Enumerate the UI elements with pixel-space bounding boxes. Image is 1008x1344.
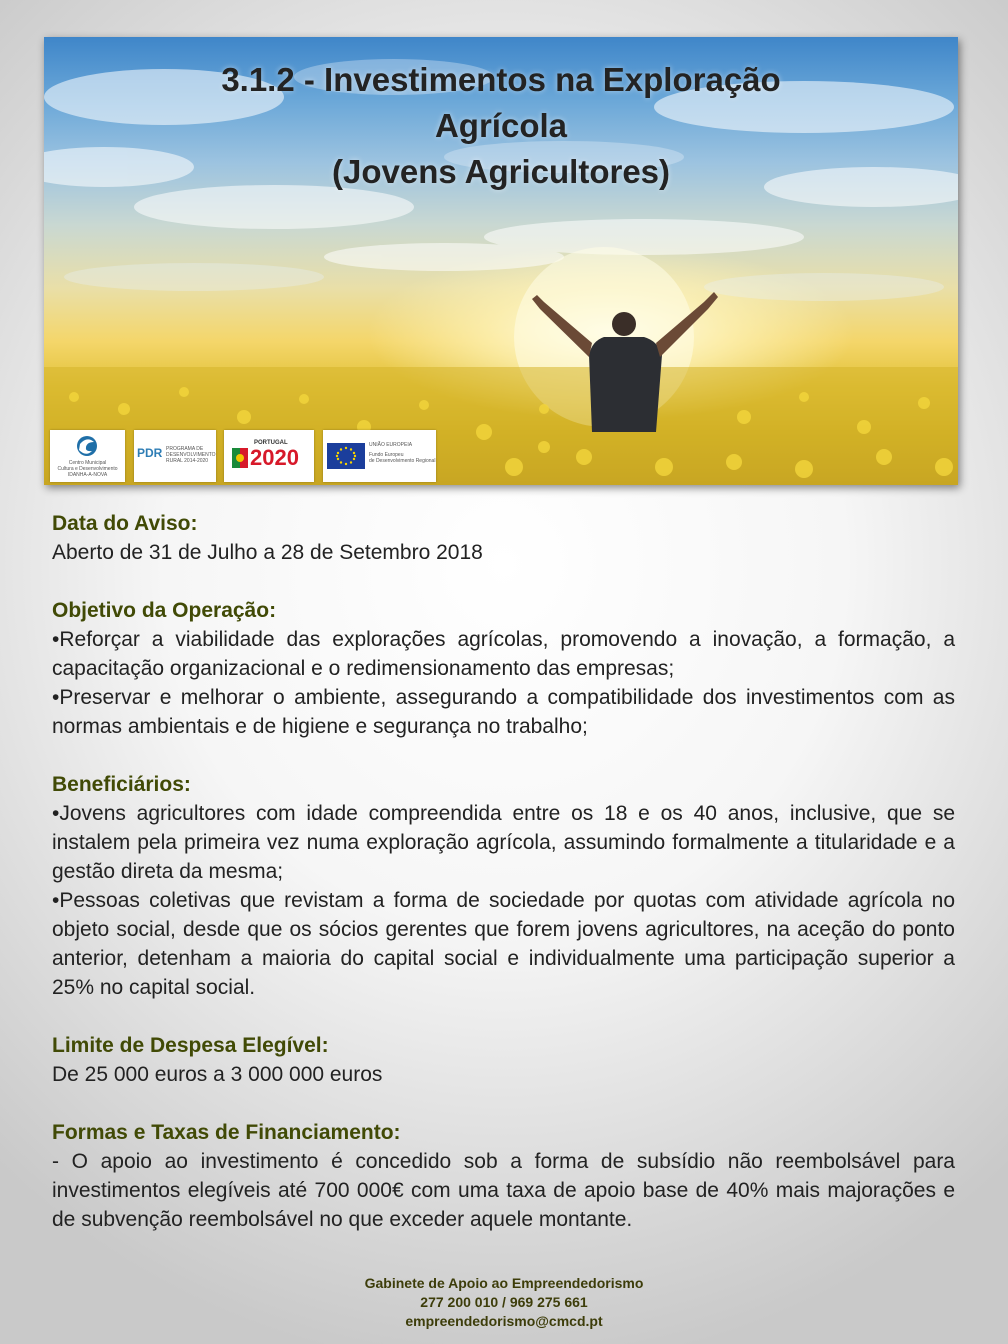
pdr-line3: RURAL 2014-2020 bbox=[166, 458, 209, 464]
page-title bbox=[44, 57, 958, 195]
section-text: - O apoio ao investimento é concedido sob a forma de subsídio não reembolsável para investimentos elegíveis até 700 000€ com uma taxa de apoio base de 40% mais majorações e de subvenção reembolsável no que exceder aquele montante. bbox=[52, 1150, 955, 1231]
list-item: •Jovens agricultores com idade compreendida entre os 18 e os 40 anos, inclusive, que se instalem pela primeira vez numa exploração agrícola, assumindo formalmente a titularidade e a gestão direta da mesma; bbox=[52, 802, 955, 883]
section-objetivo bbox=[52, 596, 955, 741]
list-item: •Reforçar a viabilidade das explorações agrícolas, promovendo a inovação, a formação, a capacitação organizacional e o redimensionamento das empresas; bbox=[52, 628, 955, 680]
portugal-small: PORTUGAL bbox=[254, 440, 288, 446]
cmcd-line3: IDANHA-A-NOVA bbox=[67, 472, 108, 478]
section-text: Aberto de 31 de Julho a 28 de Setembro 2018 bbox=[52, 541, 483, 564]
list-item: •Pessoas coletivas que revistam a forma de sociedade por quotas com atividade agrícola no objeto social, desde que os sócios gerentes que forem jovens agricultores, na aceção do ponto anterior, detenham a maioria do capital social e individualmente uma participação superior a 25% no capital social. bbox=[52, 889, 955, 999]
pdr-line1: PROGRAMA DE bbox=[166, 446, 204, 452]
eu-line2: Fundo Europeu bbox=[369, 452, 404, 458]
hero-banner bbox=[44, 37, 958, 485]
section-formas bbox=[52, 1118, 955, 1234]
portugal2020-logo bbox=[224, 430, 314, 482]
section-limite bbox=[52, 1031, 955, 1089]
list-item: •Preservar e melhorar o ambiente, assegurando a compatibilidade dos investimentos com as normas ambientais e de higiene e segurança no trabalho; bbox=[52, 686, 955, 738]
pdr-line2: DESENVOLVIMENTO bbox=[166, 452, 216, 458]
cmcd-line2: Cultura e Desenvolvimento bbox=[57, 466, 118, 472]
footer-email: empreendedorismo@cmcd.pt bbox=[405, 1313, 603, 1329]
portugal-flag-icon bbox=[230, 446, 250, 470]
section-text: De 25 000 euros a 3 000 000 euros bbox=[52, 1063, 383, 1086]
eu-line3: de Desenvolvimento Regional bbox=[369, 458, 436, 464]
section-beneficiarios bbox=[52, 770, 955, 1002]
title-line: 3.1.2 - Investimentos na Exploração bbox=[221, 61, 781, 98]
section-heading: Formas e Taxas de Financiamento: bbox=[52, 1121, 401, 1144]
section-heading: Objetivo da Operação: bbox=[52, 599, 277, 622]
pdr-logo bbox=[134, 430, 216, 482]
eu-logo bbox=[323, 430, 436, 482]
portugal-big: 2020 bbox=[250, 445, 299, 470]
cmcd-logo bbox=[50, 430, 125, 482]
section-aviso bbox=[52, 509, 955, 567]
section-heading: Beneficiários: bbox=[52, 773, 191, 796]
eu-line1: UNIÃO EUROPEIA bbox=[369, 442, 413, 448]
section-heading: Data do Aviso: bbox=[52, 512, 198, 535]
footer-phone: 277 200 010 / 969 275 661 bbox=[420, 1294, 588, 1310]
eu-flag-icon bbox=[327, 443, 365, 469]
cmcd-line1: Centro Municipal bbox=[68, 460, 107, 466]
pdr-mark: PDR bbox=[137, 446, 163, 460]
title-line: Agrícola bbox=[434, 107, 568, 144]
footer-office: Gabinete de Apoio ao Empreendedorismo bbox=[364, 1275, 644, 1291]
section-heading: Limite de Despesa Elegível: bbox=[52, 1034, 329, 1057]
main-content bbox=[52, 509, 955, 1234]
title-line: (Jovens Agricultores) bbox=[331, 153, 671, 190]
contact-footer bbox=[0, 1274, 1008, 1331]
